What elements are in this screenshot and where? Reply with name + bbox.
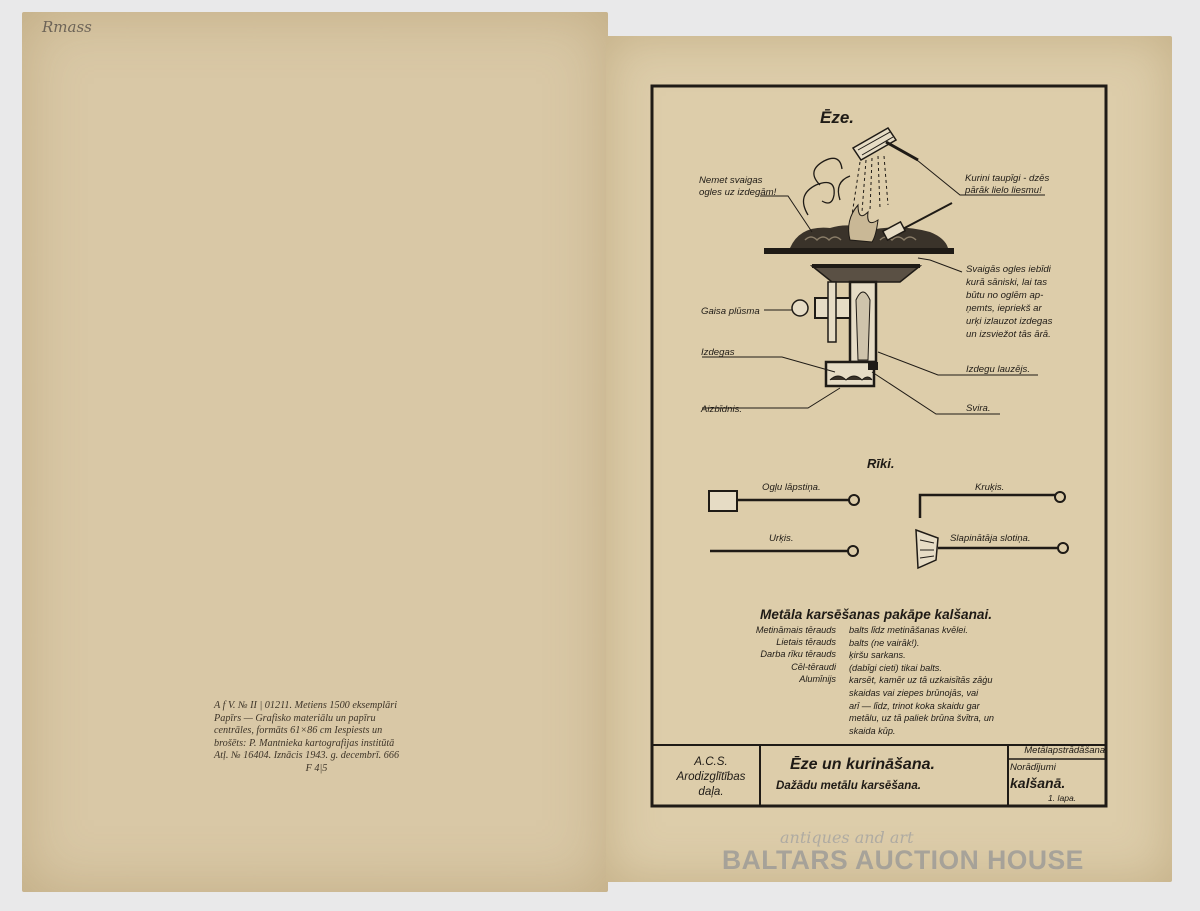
poker-drawing: [710, 546, 858, 556]
coal-shovel-drawing: [709, 491, 859, 511]
note-fresh-line: kurā sāniski, lai tas: [966, 277, 1048, 288]
watermark-brand: BALTARS AUCTION HOUSE: [722, 845, 1084, 875]
note-fire-line: Kurini taupīgi - dzēs: [965, 173, 1050, 184]
tool-poker-label: Urķis.: [769, 533, 794, 544]
label-clinker-breaker: Izdegu lauzējs.: [966, 364, 1030, 375]
heat-line: (dabīgi cieti) tikai balts.: [849, 662, 942, 673]
heat-line: skaida kūp.: [849, 725, 896, 736]
metal-list: [728, 624, 836, 685]
heat-line: arī — līdz, trinot koka skaidu gar: [849, 700, 980, 711]
tool-hook-label: Kruķis.: [975, 482, 1005, 493]
sheet-series-line: kalšanā.: [1010, 775, 1066, 791]
heat-line: skaidas vai ziepes brūnojās, vai: [849, 687, 979, 698]
department-line: daļa.: [698, 785, 724, 798]
imprint-line: centrāles, formāts 61×86 cm Iespiests un: [214, 725, 383, 737]
heat-table-title: Metāla karsēšanas pakāpe kalšanai.: [760, 607, 992, 622]
metal-item: Alumīnijs: [799, 673, 836, 684]
label-lever: Svira.: [966, 403, 991, 414]
note-fresh-line: būtu no oglēm ap-: [966, 290, 1044, 301]
note-fresh-line: un izsviežot tās ārā.: [966, 329, 1051, 340]
sheet-category: Metālapstrādāšana.: [1024, 745, 1108, 756]
pencil-note: Rmass: [42, 18, 92, 36]
heat-list: [849, 624, 1029, 737]
metal-item: Darba rīku tērauds: [760, 649, 836, 660]
title-block-department: [664, 754, 758, 799]
tools-title: Rīki.: [867, 456, 895, 471]
department-line: Arodizglītības: [676, 770, 746, 783]
metal-item: Cēl-tēraudi: [791, 661, 836, 672]
note-coals-line: ogles uz izdegām!: [699, 187, 777, 198]
imprint-line: brošēts: P. Mantnieka kartografijas institūtā: [214, 737, 395, 749]
sheet-title: Ēze un kurināšana.: [790, 756, 935, 773]
hook-drawing: [920, 492, 1065, 518]
imprint-line: Atļ. № 16404. Iznācis 1943. g. decembrī. 666: [214, 750, 400, 762]
department-line: A.C.S.: [694, 755, 728, 768]
sheet-series-line: Norādījumi: [1010, 762, 1056, 773]
label-clinker: Izdegas: [701, 347, 735, 358]
label-air-flow: Gaisa plūsma: [701, 306, 760, 317]
note-fresh-line: urķi izlauzot izdegas: [966, 316, 1053, 327]
heat-line: balts līdz metināšanas kvēlei.: [849, 625, 968, 635]
note-fresh-line: ņemts, iepriekš ar: [966, 303, 1042, 314]
metal-item: Metināmais tērauds: [755, 625, 836, 635]
tool-sprinkler-label: Slapinātāja slotiņa.: [950, 533, 1031, 544]
tool-shovel-label: Ogļu lāpstiņa.: [762, 482, 821, 493]
heat-line: ķiršu sarkans.: [849, 650, 906, 661]
sheet-subtitle: Dažādu metālu karsēšana.: [776, 779, 921, 792]
heat-line: metālu, uz tā paliek brūna švītra, un: [849, 713, 995, 724]
sheet-number: 1. lapa.: [1048, 793, 1077, 803]
note-coals-line: Nemet svaigas: [699, 175, 763, 186]
metal-item: Lietais tērauds: [776, 637, 836, 648]
watermark-tagline: antiques and art: [780, 828, 914, 847]
heat-line: balts (ne vairāk!).: [849, 637, 920, 648]
note-fire-line: pārāk lielo liesmu!: [965, 185, 1042, 196]
plate-title: Ēze.: [820, 108, 855, 127]
imprint-line: Papīrs — Grafisko materiālu un papīru: [214, 712, 376, 724]
imprint-line: F 4|5: [305, 762, 328, 774]
heat-line: karsēt, kamēr uz tā uzkaisītās zāģu: [849, 675, 993, 686]
imprint-line: A f V. № II | 01211. Metiens 1500 eksemplāri: [214, 700, 398, 711]
label-valve: Aizbīdnis.: [701, 404, 743, 415]
note-fresh-line: Svaigās ogles iebīdi: [966, 264, 1051, 275]
